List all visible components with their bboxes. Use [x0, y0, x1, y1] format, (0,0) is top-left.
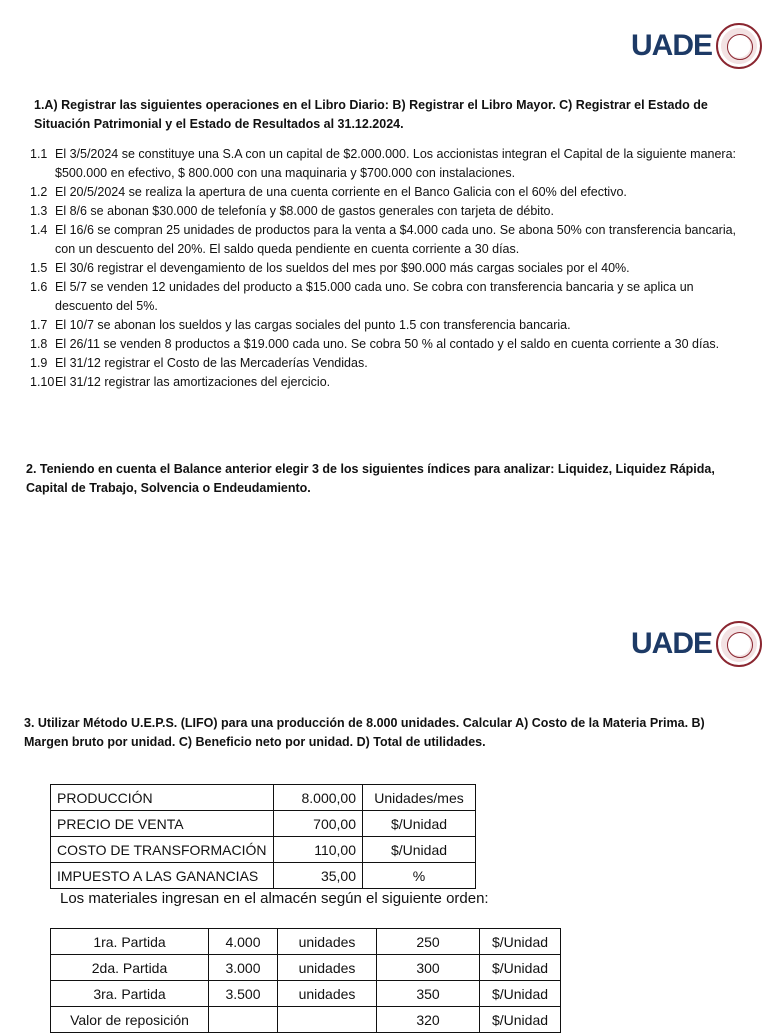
table-cell: PRODUCCIÓN — [51, 785, 274, 811]
table-cell: 2da. Partida — [51, 955, 209, 981]
table-row — [51, 785, 476, 811]
item-text: El 30/6 registrar el devengamiento de los sueldos del mes por $90.000 más cargas sociales por el 40%. — [55, 261, 630, 275]
item-text: El 31/12 registrar las amortizaciones del ejercicio. — [55, 375, 331, 389]
table-cell: 8.000,00 — [274, 785, 363, 811]
item-text: El 20/5/2024 se realiza la apertura de una cuenta corriente en el Banco Galicia con el 60% del efectivo. — [55, 185, 627, 199]
item-text: El 10/7 se abonan los sueldos y las cargas sociales del punto 1.5 con transferencia bancaria. — [55, 318, 571, 332]
table-cell: $/Unidad — [480, 981, 561, 1007]
item-number: 1.8 — [30, 337, 48, 351]
item-number: 1.6 — [30, 280, 48, 294]
table-cell: unidades — [278, 929, 377, 955]
table-cell: IMPUESTO A LAS GANANCIAS — [51, 863, 274, 889]
list-item — [30, 145, 742, 183]
table-cell: $/Unidad — [480, 1007, 561, 1033]
question-3-heading: 3. Utilizar Método U.E.P.S. (LIFO) para una producción de 8.000 unidades. Calcular A) Costo de la Materia Prima. B) Margen bruto por unidad. C) Beneficio neto por unidad. D) Total de utilidades. — [24, 716, 705, 749]
table-cell: $/Unidad — [480, 955, 561, 981]
table-cell: % — [363, 863, 476, 889]
item-text: El 31/12 registrar el Costo de las Mercaderías Vendidas. — [55, 356, 368, 370]
university-seal-icon — [716, 621, 762, 667]
table-row — [51, 1007, 561, 1033]
materials-note: Los materiales ingresan en el almacén según el siguiente orden: — [60, 890, 489, 907]
operations-list — [30, 145, 742, 392]
table-cell — [209, 1007, 278, 1033]
table-cell: 3.500 — [209, 981, 278, 1007]
table-cell: Unidades/mes — [363, 785, 476, 811]
table-cell: 320 — [377, 1007, 480, 1033]
table-cell: 300 — [377, 955, 480, 981]
table-row — [51, 929, 561, 955]
list-item — [30, 373, 742, 392]
table-cell: 350 — [377, 981, 480, 1007]
table-cell: 700,00 — [274, 811, 363, 837]
item-number: 1.2 — [30, 185, 48, 199]
table-cell: unidades — [278, 955, 377, 981]
table-cell: 250 — [377, 929, 480, 955]
table-cell — [278, 1007, 377, 1033]
table-cell: $/Unidad — [363, 837, 476, 863]
university-seal-icon — [716, 23, 762, 69]
list-item — [30, 202, 742, 221]
item-number: 1.1 — [30, 147, 48, 161]
table-row — [51, 811, 476, 837]
item-text: El 8/6 se abonan $30.000 de telefonía y $8.000 de gastos generales con tarjeta de débito. — [55, 204, 554, 218]
table-cell: 3.000 — [209, 955, 278, 981]
item-number: 1.5 — [30, 261, 48, 275]
logo-text: UADE — [630, 29, 712, 62]
table-cell: unidades — [278, 981, 377, 1007]
item-number: 1.10 — [30, 375, 55, 389]
list-item — [30, 259, 742, 278]
table-cell: COSTO DE TRANSFORMACIÓN — [51, 837, 274, 863]
item-text: El 26/11 se venden 8 productos a $19.000 cada uno. Se cobra 50 % al contado y el saldo en cuenta corriente a 30 días. — [55, 337, 720, 351]
table-cell: PRECIO DE VENTA — [51, 811, 274, 837]
list-item — [30, 183, 742, 202]
logo-text: UADE — [630, 627, 712, 660]
item-number: 1.7 — [30, 318, 48, 332]
list-item — [30, 221, 742, 259]
item-text: El 5/7 se venden 12 unidades del producto a $15.000 cada uno. Se cobra con transferencia bancaria y se aplica un descuento del 5%. — [55, 280, 694, 313]
item-text: El 3/5/2024 se constituye una S.A con un capital de $2.000.000. Los accionistas integran el Capital de la siguiente manera: $500.000 en efectivo, $ 800.000 con una maquinaria y $700.000 con instalaciones. — [55, 147, 737, 180]
question-1-heading: 1.A) Registrar las siguientes operaciones en el Libro Diario: B) Registrar el Libro Mayor. C) Registrar el Estado de Situación Patrimonial y el Estado de Resultados al 31.12.2024. — [34, 98, 708, 131]
table-cell: 35,00 — [274, 863, 363, 889]
materials-table — [50, 928, 561, 1033]
table-row — [51, 863, 476, 889]
list-item — [30, 316, 742, 335]
table-row — [51, 837, 476, 863]
list-item — [30, 354, 742, 373]
list-item — [30, 335, 742, 354]
table-cell: $/Unidad — [480, 929, 561, 955]
production-data-table — [50, 784, 476, 889]
table-row — [51, 955, 561, 981]
table-cell: 110,00 — [274, 837, 363, 863]
list-item — [30, 278, 742, 316]
uade-logo — [631, 616, 762, 672]
table-cell: 3ra. Partida — [51, 981, 209, 1007]
item-number: 1.4 — [30, 223, 48, 237]
table-cell: 4.000 — [209, 929, 278, 955]
question-2-heading: 2. Teniendo en cuenta el Balance anterior elegir 3 de los siguientes índices para analizar: Liquidez, Liquidez Rápida, Capital de Trabajo, Solvencia o Endeudamiento. — [26, 462, 715, 495]
item-number: 1.9 — [30, 356, 48, 370]
table-cell: $/Unidad — [363, 811, 476, 837]
table-cell: 1ra. Partida — [51, 929, 209, 955]
item-text: El 16/6 se compran 25 unidades de productos para la venta a $4.000 cada uno. Se abona 50% con transferencia bancaria, con un descuento del 20%. El saldo queda pendiente en cuenta corriente a 30 días. — [55, 223, 737, 256]
table-row — [51, 981, 561, 1007]
item-number: 1.3 — [30, 204, 48, 218]
table-cell: Valor de reposición — [51, 1007, 209, 1033]
uade-logo — [631, 18, 762, 74]
